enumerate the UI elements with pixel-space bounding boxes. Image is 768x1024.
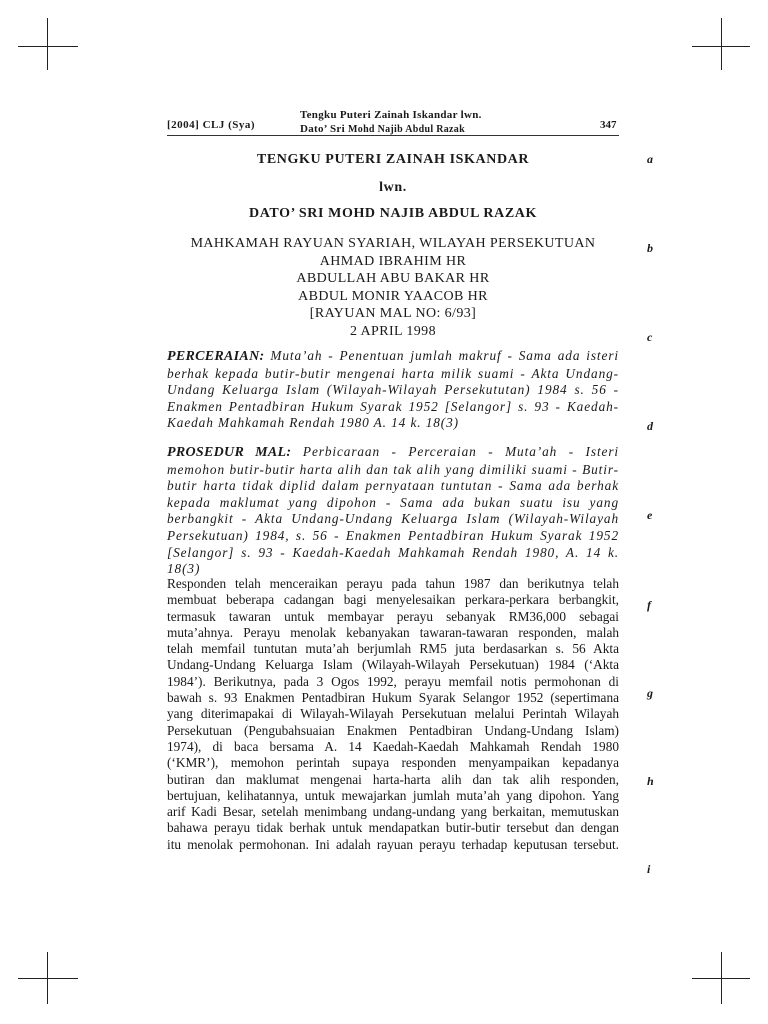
header-rule xyxy=(167,135,619,136)
margin-letter-b: b xyxy=(647,241,653,255)
margin-letter-c: c xyxy=(647,330,653,344)
header-case-line1: Tengku Puteri Zainah Iskandar lwn. xyxy=(300,109,482,121)
catchword-1 xyxy=(167,348,619,432)
party-appellant: TENGKU PUTERI ZAINAH ISKANDAR xyxy=(256,152,530,167)
summary-line: bawah s. 93 Enakmen Pentadbiran Hukum Syarak Selangor 1952 (sepertimana xyxy=(167,690,619,706)
crop-mark xyxy=(692,46,750,47)
margin-letter-i: i xyxy=(647,862,651,876)
summary-line: Persekutuan (Pengubahsuaian Enakmen Pentadbiran Undang-Undang Islam) xyxy=(167,722,619,738)
catchword-2-keyword: PROSEDUR MAL: xyxy=(167,445,292,460)
summary-line: bertujuan, kelihatannya, untuk mewajarkan jumlah muta’ah yang dipohon. Yang xyxy=(167,787,619,803)
page-number: 347 xyxy=(600,119,617,131)
summary-line: 1974), di baca bersama A. 14 Kaedah-Kaedah Mahkamah Rendah 1980 xyxy=(167,738,619,754)
summary-line: butiran dan maklumat mengenai harta-harta alih dan tak alih responden, xyxy=(167,771,619,787)
court-name: MAHKAMAH RAYUAN SYARIAH, WILAYAH PERSEKUTUAN xyxy=(190,236,596,251)
margin-letter-a: a xyxy=(647,152,653,166)
judge-1: AHMAD IBRAHIM HR xyxy=(319,253,467,269)
catchword-1-text: Muta’ah - Penentuan jumlah makruf - Sama ada isteri berhak kepada butir-butir mengenai harta milik suami - Akta Undang-Undang Keluarga Islam (Wilayah-Wilayah Persekututan) 1984 s. 56 - Enakmen Pentadbiran Hukum Syarak 1952 [Selangor] s. 93 - Kaedah-Kaedah Mahkamah Rendah 1980 A. 14 k. 18(3) xyxy=(167,348,619,431)
summary-line: muta’ahnya. Perayu menolak kebanyakan tawaran-tawaran responden, malah xyxy=(167,624,619,640)
margin-letter-g: g xyxy=(647,686,653,700)
margin-letter-d: d xyxy=(647,419,653,433)
judge-2: ABDULLAH ABU BAKAR HR xyxy=(296,271,490,286)
crop-mark xyxy=(18,46,78,47)
summary-line: Undang-Undang Keluarga Islam (Wilayah-Wilayah Persekutuan) 1984 (‘Akta xyxy=(167,657,619,673)
catchword-1-keyword: PERCERAIAN: xyxy=(167,349,265,364)
summary-line: arif Kadi Besar, setelah menimbang undang-undang yang berkaitan, memutuskan xyxy=(167,804,619,820)
case-summary xyxy=(167,576,619,853)
margin-letter-f: f xyxy=(647,598,651,612)
header-case-line2-b: Mohd Najib Abdul Razak xyxy=(348,124,465,135)
case-number: [RAYUAN MAL NO: 6/93] xyxy=(309,306,477,321)
party-respondent: DATO’ SRI MOHD NAJIB ABDUL RAZAK xyxy=(249,206,537,221)
summary-line: Responden telah menceraikan perayu pada tahun 1987 dan berikutnya telah xyxy=(167,576,619,591)
summary-line: 1984’). Berikutnya, pada 3 Ogos 1992, perayu memfail notis permohonan di xyxy=(167,673,619,689)
header-case-line2-a: Dato’ Sri xyxy=(300,123,345,135)
crop-mark xyxy=(47,18,48,70)
margin-letter-e: e xyxy=(647,508,653,522)
versus-label: lwn. xyxy=(379,180,407,195)
crop-mark xyxy=(18,978,78,979)
decision-date: 2 APRIL 1998 xyxy=(350,323,436,339)
header-case-name xyxy=(300,108,482,137)
summary-line: bahawa perayu tidak berhak untuk mendapatkan butir-butir tersebut dan dengan xyxy=(167,820,619,836)
header-citation: [2004] CLJ (Sya) xyxy=(167,119,256,131)
summary-line: itu menolak permohonan. Ini adalah rayuan perayu terhadap keputusan tersebut. xyxy=(167,836,619,852)
court-block xyxy=(167,235,619,340)
crop-mark xyxy=(692,978,750,979)
catchword-2-text: Perbicaraan - Perceraian - Muta’ah - Isteri memohon butir-butir harta alih dan tak alih yang dimiliki suami - Butir-butir harta tidak diplid dalam pernyataan tuntutan - Sama ada berhak kepada maklumat yang dipohon - Sama ada bukan suatu isu yang berbangkit - Akta Undang-Undang Keluarga Islam (Wilayah-Wilayah Persekutuan) 1984, s. 56 - Enakmen Pentadbiran Hukum Syarak 1952 [Selangor] s. 93 - Kaedah-Kaedah Mahkamah Rendah 1980, A. 14 k. 18(3) xyxy=(167,444,620,577)
crop-mark xyxy=(721,18,722,70)
summary-line: telah memfail tuntutan muta’ah berjumlah RM5 juta berdasarkan s. 56 Akta xyxy=(167,641,619,657)
margin-letter-h: h xyxy=(647,774,654,788)
summary-line: membuat beberapa cadangan bagi menyelesaikan perkara-perkara berbangkit, xyxy=(167,592,619,608)
judge-3: ABDUL MONIR YAACOB HR xyxy=(298,288,488,304)
catchword-2 xyxy=(167,444,619,578)
summary-line: (‘KMR’), memohon perintah supaya responden menyampaikan kepadanya xyxy=(167,755,619,771)
summary-line: yang diterimapakai di Wilayah-Wilayah Persekutuan melalui Perintah Wilayah xyxy=(167,706,619,722)
summary-line: termasuk tawaran untuk membayar perayu sebanyak RM36,000 sebagai xyxy=(167,608,619,624)
